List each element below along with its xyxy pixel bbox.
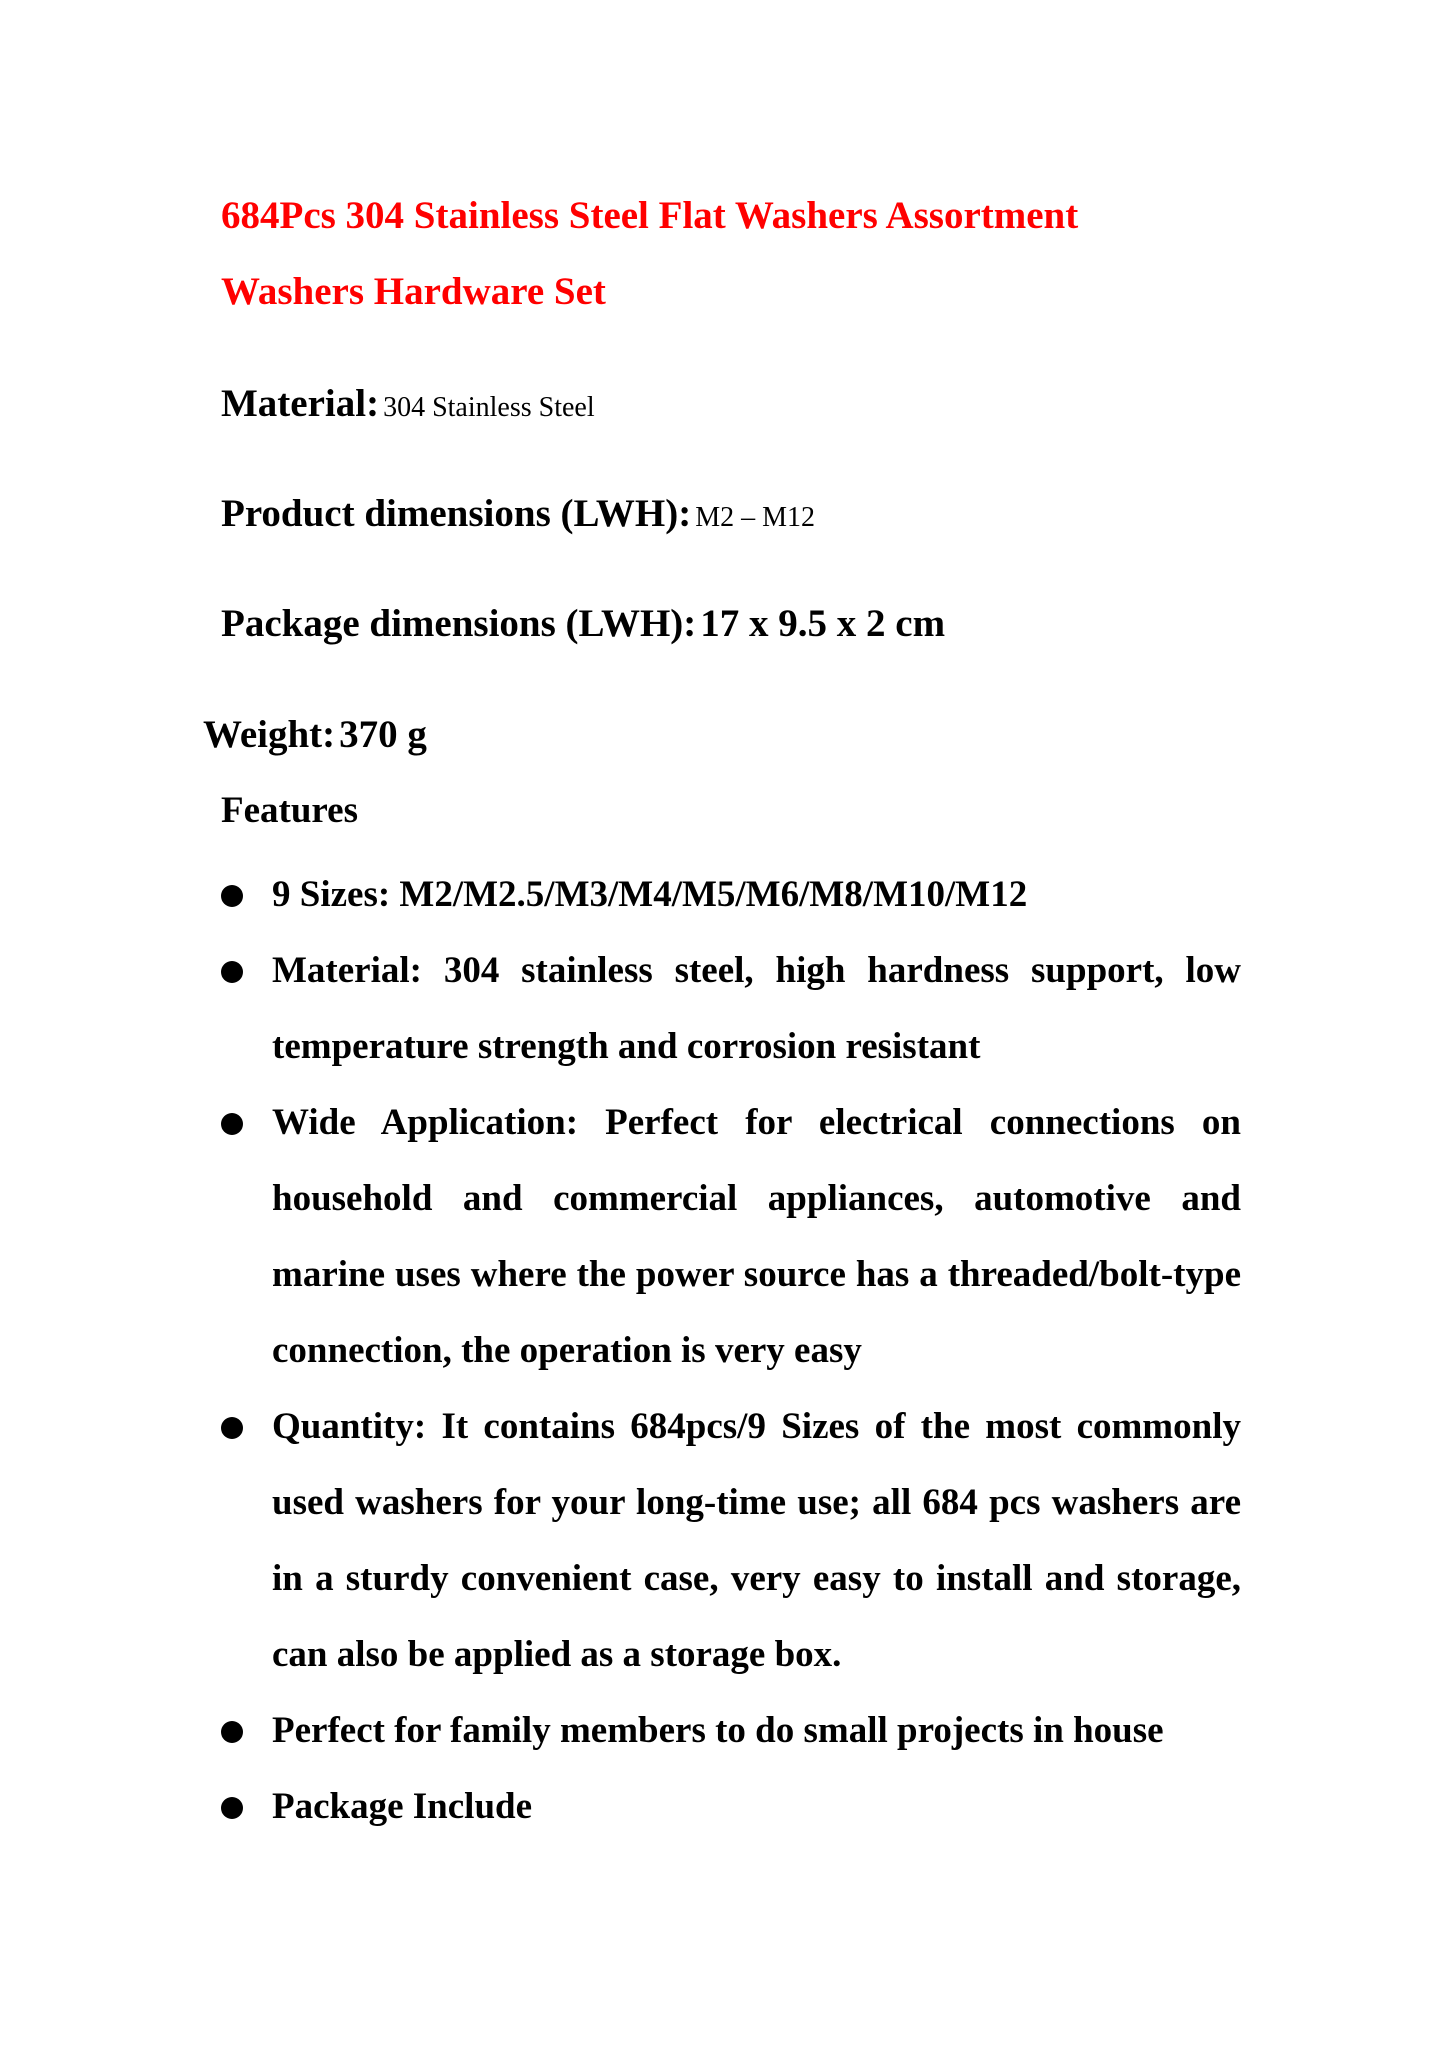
title-line-2: Washers Hardware Set [221, 270, 606, 313]
feature-item-quantity [221, 1389, 1241, 1693]
bullet-dot-icon [221, 961, 243, 983]
feature-text: Package Include [272, 1786, 533, 1827]
bullet-dot-icon [221, 1113, 243, 1135]
spec-package-dimensions-value: 17 x 9.5 x 2 cm [700, 602, 946, 645]
feature-item-application [221, 1085, 1241, 1389]
feature-item-package [221, 1769, 1241, 1845]
spec-weight-label: Weight: [203, 713, 336, 756]
bullet-dot-icon [221, 1721, 243, 1743]
spec-weight-value: 370 g [339, 713, 427, 756]
feature-text: Quantity: It contains 684pcs/9 Sizes of the most commonly used washers for your long-time use; all 684 pcs washers are in a sturdy convenient case, very easy to install and storage, can also be applied as a storage box. [272, 1406, 1241, 1675]
spec-product-dimensions [221, 490, 815, 546]
spec-material-value: 304 Stainless Steel [383, 392, 595, 423]
feature-item-family [221, 1693, 1241, 1769]
feature-text: Perfect for family members to do small projects in house [272, 1710, 1164, 1751]
feature-item-sizes [221, 857, 1241, 933]
spec-package-dimensions-label: Package dimensions (LWH): [221, 602, 697, 645]
spec-material-label: Material: [221, 382, 380, 425]
features-list [221, 857, 1241, 1845]
feature-text: Wide Application: Perfect for electrical connections on household and commercial appliances, automotive and marine uses where the power source has a threaded/bolt-type connection, the operation is very easy [272, 1102, 1241, 1371]
feature-text: Material: 304 stainless steel, high hardness support, low temperature strength and corrosion resistant [272, 950, 1241, 1067]
spec-material [221, 380, 595, 436]
bullet-dot-icon [221, 1417, 243, 1439]
feature-item-material [221, 933, 1241, 1085]
title-line-1: 684Pcs 304 Stainless Steel Flat Washers Assortment [221, 194, 1079, 237]
spec-product-dimensions-value: M2 – M12 [695, 502, 816, 533]
feature-text: 9 Sizes: M2/M2.5/M3/M4/M5/M6/M8/M10/M12 [272, 874, 1028, 915]
bullet-dot-icon [221, 885, 243, 907]
features-heading: Features [221, 790, 358, 831]
bullet-dot-icon [221, 1797, 243, 1819]
spec-weight [203, 711, 427, 767]
spec-product-dimensions-label: Product dimensions (LWH): [221, 492, 692, 535]
spec-package-dimensions [221, 600, 945, 656]
